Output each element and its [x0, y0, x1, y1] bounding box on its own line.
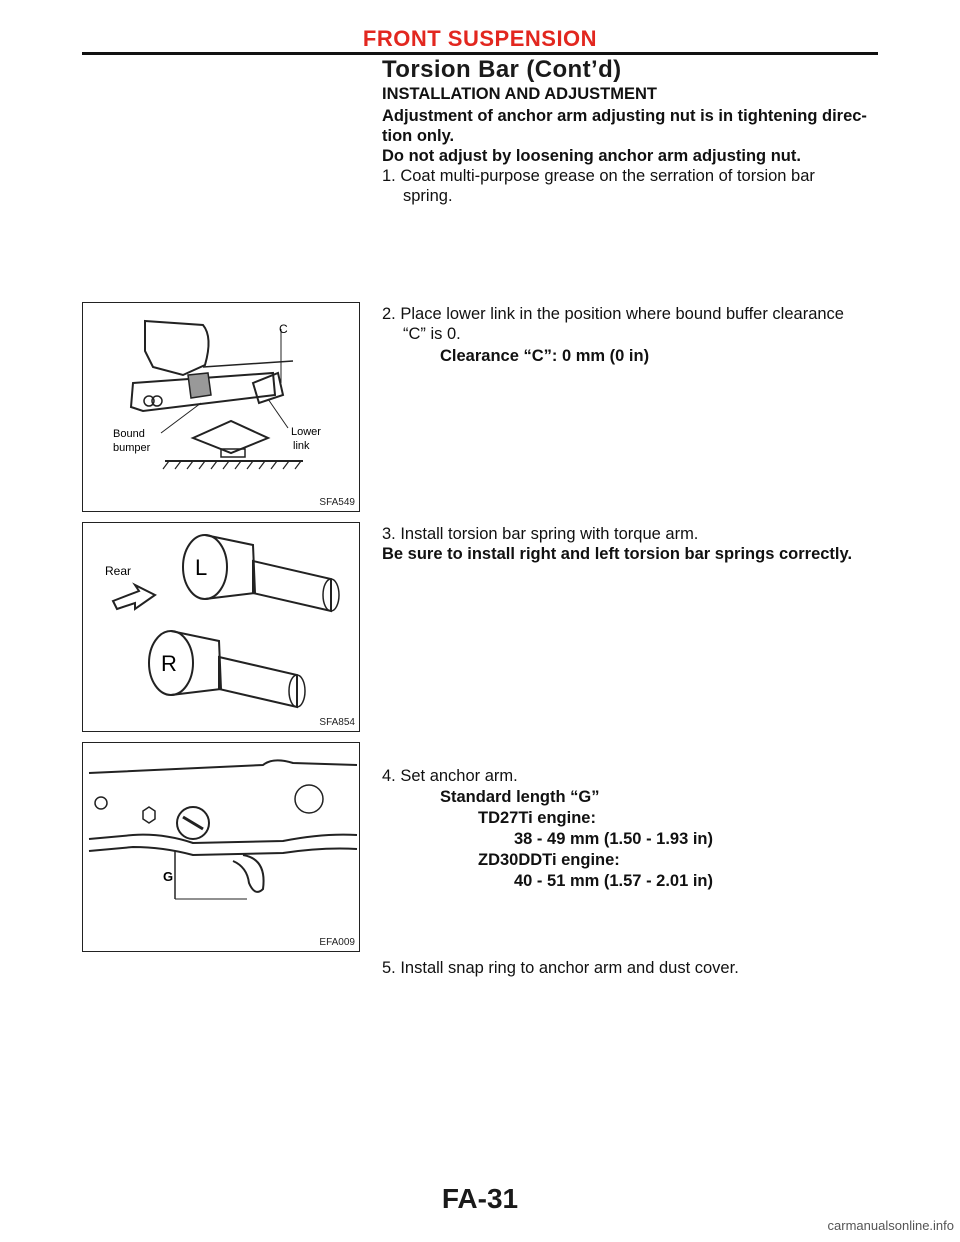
label-c: C — [279, 322, 288, 336]
label-r: R — [161, 651, 177, 676]
figure-torsion-bars — [82, 522, 360, 732]
header-rule — [82, 52, 878, 55]
note-line-1: Adjustment of anchor arm adjusting nut is in tightening direc- — [382, 107, 867, 125]
step-4-value-2: 40 - 51 mm (1.57 - 2.01 in) — [514, 872, 714, 890]
label-link: link — [293, 440, 310, 452]
label-bumper: bumper — [113, 442, 151, 454]
section-title: FRONT SUSPENSION — [362, 26, 598, 51]
note-line-3: Do not adjust by loosening anchor arm adjusting nut. — [382, 147, 801, 165]
watermark: carmanualsonline.info — [827, 1218, 954, 1233]
label-l: L — [195, 555, 208, 580]
label-rear: Rear — [105, 564, 132, 578]
label-bound: Bound — [113, 428, 145, 440]
figure-bound-bumper — [82, 302, 360, 512]
label-g: G — [163, 869, 174, 884]
step-3-note: Be sure to install right and left torsion bar springs correctly. — [382, 545, 853, 563]
page-title: Torsion Bar (Cont’d) — [382, 56, 622, 83]
step-2-spec: Clearance “C”: 0 mm (0 in) — [440, 347, 650, 365]
bound-bumper-illustration — [83, 303, 361, 513]
label-lower: Lower — [291, 426, 321, 438]
step-3: 3. Install torsion bar spring with torque arm. — [382, 525, 699, 543]
figure-id: EFA009 — [319, 937, 355, 948]
arrow-icon — [113, 585, 155, 609]
step-4-value-1: 38 - 49 mm (1.50 - 1.93 in) — [514, 830, 714, 848]
figure-id: SFA549 — [319, 497, 355, 508]
step-1-line-1: 1. Coat multi-purpose grease on the serration of torsion bar — [382, 167, 815, 185]
step-4-engine-2: ZD30DDTi engine: — [478, 851, 620, 869]
step-2-line-2: “C” is 0. — [403, 325, 461, 343]
step-4-spec-title: Standard length “G” — [440, 788, 600, 806]
figure-id: SFA854 — [319, 717, 355, 728]
note-line-2: tion only. — [382, 127, 455, 145]
step-4-engine-1: TD27Ti engine: — [478, 809, 596, 827]
step-5: 5. Install snap ring to anchor arm and dust cover. — [382, 959, 739, 977]
step-2-line-1: 2. Place lower link in the position where bound buffer clearance — [382, 305, 844, 323]
step-1-line-2: spring. — [403, 187, 453, 205]
anchor-arm-illustration — [83, 743, 361, 953]
step-4: 4. Set anchor arm. — [382, 767, 518, 785]
page-number: FA-31 — [441, 1183, 519, 1214]
figure-anchor-arm — [82, 742, 360, 952]
torsion-bars-illustration — [83, 523, 361, 733]
section-heading: INSTALLATION AND ADJUSTMENT — [382, 85, 657, 103]
